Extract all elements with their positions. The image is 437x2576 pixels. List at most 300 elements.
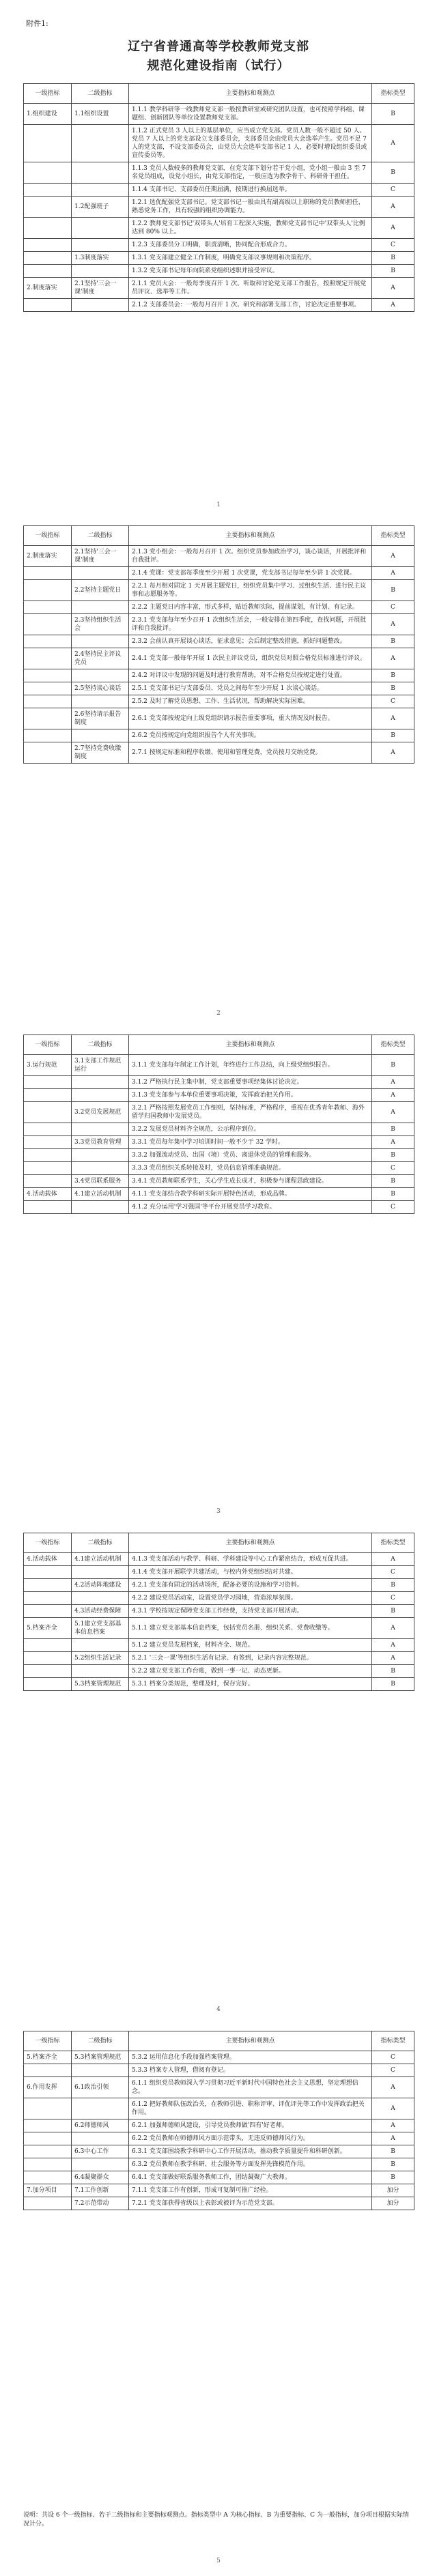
cell-c1 (24, 1149, 72, 1162)
cell-c2 (72, 162, 129, 184)
table-row (24, 648, 414, 669)
table-row (24, 1089, 414, 1102)
column-header: 一级指标 (24, 84, 72, 104)
cell-c2 (72, 635, 129, 648)
cell-c3: 4.1.2 充分运用'学习强国'等平台开展党员学习教育。 (129, 1201, 372, 1214)
cell-c3: 2.1.2 支部委员会：一般每月召开 1 次。研究和部署支部工作，讨论决定重要事项。 (129, 299, 372, 312)
cell-c1 (24, 1592, 72, 1605)
page-number: 5 (216, 2558, 221, 2564)
cell-c3: 1.1.4 支部书记、支部委员任期届满，按期进行换届选举。 (129, 184, 372, 197)
cell-c4: C (372, 1566, 414, 1579)
table-row (24, 184, 414, 197)
cell-c1 (24, 239, 72, 252)
cell-c2: 4.2活动阵地建设 (72, 1579, 129, 1592)
document-subtitle: 规范化建设指南（试行） (147, 59, 290, 73)
table-row (24, 567, 414, 580)
table-row (24, 1123, 414, 1136)
cell-c4: A (372, 299, 414, 312)
cell-c1 (24, 197, 72, 218)
cell-c4: B (372, 729, 414, 742)
cell-c1 (24, 2132, 72, 2145)
cell-c3: 2.1.4 党课：党支部每季度至少开展 1 次党课，党支部书记每年至少讲 1 次党课。 (129, 567, 372, 580)
table-row (24, 1136, 414, 1149)
column-header: 主要指标和观测点 (129, 526, 372, 546)
guide-table-page-4 (23, 1533, 414, 1691)
cell-c1 (24, 682, 72, 695)
cell-c4: A (372, 1136, 414, 1149)
cell-c1 (24, 1136, 72, 1149)
cell-c1 (24, 1639, 72, 1652)
cell-c3: 4.2.2 建设党员活动室，设置党员学习园地，营造浓厚氛围。 (129, 1592, 372, 1605)
cell-c1 (24, 648, 72, 669)
cell-c1 (24, 580, 72, 601)
cell-c3: 3.4.1 党员教师联系学生，关心学生成长成才，积极参与课程思政建设。 (129, 1175, 372, 1188)
table-row (24, 2158, 414, 2171)
column-header: 指标类型 (372, 526, 414, 546)
cell-c4: C (372, 2051, 414, 2064)
table-row (24, 162, 414, 184)
cell-c3: 1.1.2 正式党员 3 人以上的基层单位，应当成立党支部。党员人数一般不超过 50 人。党员 7 人以上的党支部设立支部委员会，支部委员会由党员大会选举产生。党员不足 7 人的党支部，不设支部委员会，由党员大会选举支部书记 1 人，必要时增设组织委员或宣传委员等。 (129, 125, 372, 162)
cell-c2 (72, 1149, 129, 1162)
cell-c1 (24, 1201, 72, 1214)
table-row (24, 299, 414, 312)
table-row (24, 1665, 414, 1678)
cell-c2: 2.1坚持'三会一课'制度 (72, 278, 129, 299)
cell-c4: A (372, 278, 414, 299)
cell-c3: 4.2.1 党支部有固定的活动场所，配备必要的设施和学习资料。 (129, 1579, 372, 1592)
cell-c4: A (372, 218, 414, 239)
column-header: 主要指标和观测点 (129, 1035, 372, 1055)
cell-c3: 1.1.1 教学科研等一线教师党支部一般按教研室或研究团队设置，也可按照学科组、课题组、创新团队等单位设置教师党支部。 (129, 104, 372, 125)
cell-c3: 3.3.1 党员每年集中学习培训时间一般不少于 32 学时。 (129, 1136, 372, 1149)
column-header: 主要指标和观测点 (129, 84, 372, 104)
cell-c4: C (372, 1201, 414, 1214)
table-row (24, 1076, 414, 1089)
cell-c3: 2.1.1 党员大会：一般每季度召开 1 次。听取和讨论党支部工作报告，按照规定开展党员评议、选举等工作。 (129, 278, 372, 299)
cell-c3: 2.3.1 党支部每年至少召开 1 次组织生活会，一般安排在第四季度，查找问题，开展批评和自我批评。 (129, 614, 372, 635)
table-header-row (24, 2031, 414, 2051)
cell-c3: 2.7.1 按规定标准和程序收缴、使用和管理党费，党员按月交纳党费。 (129, 742, 372, 764)
cell-c3: 1.2.2 教师党支部书记'双带头人'培育工程深入实施，教师党支部书记中'双带头人'比例达到 80% 以上。 (129, 218, 372, 239)
cell-c3: 2.6.1 党支部按规定向上级党组织请示报告重要事项，重大情况及时报告。 (129, 708, 372, 729)
guide-table-page-1 (23, 83, 414, 312)
cell-c3: 5.2.2 建立党支部工作台账，做到一事一记、动态更新。 (129, 1665, 372, 1678)
cell-c1 (24, 729, 72, 742)
table-row (24, 1678, 414, 1691)
cell-c3: 2.5.1 党支部书记与支部委员、党员之间每年至少开展 1 次谈心谈话。 (129, 682, 372, 695)
cell-c3: 2.2.2 主题党日内容丰富，形式多样，贴近教师实际，提前谋划，有计划、有记录。 (129, 601, 372, 614)
cell-c2: 3.4党员联系服务 (72, 1175, 129, 1188)
cell-c4: B (372, 1188, 414, 1201)
cell-c2 (72, 1201, 129, 1214)
cell-c1 (24, 184, 72, 197)
cell-c4: C (372, 184, 414, 197)
cell-c2 (72, 601, 129, 614)
cell-c2: 5.3档案管理规范 (72, 1678, 129, 1691)
cell-c2 (72, 2132, 129, 2145)
column-header: 指标类型 (372, 1533, 414, 1553)
column-header: 一级指标 (24, 1533, 72, 1553)
cell-c1 (24, 1652, 72, 1665)
cell-c3: 6.2.1 加强师德师风建设，引导党员教师做'四有'好老师。 (129, 2119, 372, 2132)
table-row (24, 601, 414, 614)
cell-c3: 2.6.2 党员按规定向党组织报告个人有关事项。 (129, 729, 372, 742)
cell-c3: 3.2.1 严格按照发展党员工作细则，坚持标准，严格程序，重视在优秀青年教师、海外留学归国教师中发展党员。 (129, 1102, 372, 1123)
table-row (24, 1605, 414, 1618)
table-row (24, 197, 414, 218)
cell-c4: A (372, 2098, 414, 2119)
cell-c4: B (372, 104, 414, 125)
table-row (24, 695, 414, 708)
guide-table-page-3 (23, 1034, 414, 1214)
cell-c2 (72, 695, 129, 708)
table-row (24, 2098, 414, 2119)
table-row (24, 1055, 414, 1076)
column-header: 主要指标和观测点 (129, 1533, 372, 1553)
table-row (24, 239, 414, 252)
cell-c1: 6.作用发挥 (24, 2077, 72, 2098)
cell-c3: 3.1.2 严格执行民主集中制，党支部重要事项经集体讨论决定。 (129, 1076, 372, 1089)
cell-c1 (24, 1162, 72, 1175)
cell-c3: 1.1.3 党员人数较多的教师党支部，在党支部下划分若干党小组，党小组一般由 3 至 7 名党员组成，设党小组长，由党支部指定，一般应选为教学骨干、科研骨干担任。 (129, 162, 372, 184)
cell-c2 (72, 669, 129, 682)
cell-c1 (24, 2119, 72, 2132)
cell-c4: A (372, 1102, 414, 1123)
cell-c3: 2.5.2 及时了解党员思想、工作、生活状况，帮助解决实际困难。 (129, 695, 372, 708)
cell-c2: 3.2党员发展规范 (72, 1102, 129, 1123)
cell-c3: 6.1.1 组织党员教师深入学习贯彻习近平新时代中国特色社会主义思想，坚定理想信念。 (129, 2077, 372, 2098)
cell-c1: 4.活动载体 (24, 1553, 72, 1566)
cell-c2: 6.4凝聚群众 (72, 2171, 129, 2184)
cell-c2: 5.3档案管理规范 (72, 2051, 129, 2064)
cell-c2: 2.7坚持党费收缴制度 (72, 742, 129, 764)
cell-c3: 3.2.2 发展党员材料齐全规范，公示程序到位。 (129, 1123, 372, 1136)
cell-c1: 2.制度落实 (24, 278, 72, 299)
table-header-row (24, 1533, 414, 1553)
table-row (24, 1201, 414, 1214)
column-header: 指标类型 (372, 1035, 414, 1055)
cell-c2 (72, 2158, 129, 2171)
cell-c3: 2.4.1 党支部一般每年开展 1 次民主评议党员，组织党员对照合格党员标准进行评议。 (129, 648, 372, 669)
cell-c3: 6.4.1 党支部做好联系服务教师工作，团结凝聚广大教师。 (129, 2171, 372, 2184)
cell-c4: A (372, 648, 414, 669)
cell-c3: 4.1.4 党支部开展联学共建活动，与校内外党组织结对共建。 (129, 1566, 372, 1579)
table-row (24, 1592, 414, 1605)
cell-c2 (72, 1089, 129, 1102)
guide-table-page-5 (23, 2031, 414, 2210)
cell-c3: 3.1.3 党支部参与本单位重要事项决策，发挥政治把关作用。 (129, 1089, 372, 1102)
cell-c4: A (372, 567, 414, 580)
cell-c1 (24, 1102, 72, 1123)
page-number: 4 (216, 2006, 221, 2013)
column-header: 二级指标 (72, 1533, 129, 1553)
column-header: 主要指标和观测点 (129, 2031, 372, 2051)
table-row (24, 669, 414, 682)
cell-c2: 7.1工作创新 (72, 2184, 129, 2197)
table-row (24, 104, 414, 125)
cell-c1 (24, 2145, 72, 2158)
cell-c1 (24, 1089, 72, 1102)
cell-c4: 加分 (372, 2197, 414, 2210)
cell-c1 (24, 1175, 72, 1188)
cell-c1 (24, 1076, 72, 1089)
cell-c1 (24, 601, 72, 614)
cell-c2 (72, 1592, 129, 1605)
cell-c3: 5.3.3 档案专人管理，借阅有登记。 (129, 2064, 372, 2077)
cell-c4: B (372, 682, 414, 695)
cell-c1 (24, 1566, 72, 1579)
table-header-row (24, 84, 414, 104)
cell-c1 (24, 299, 72, 312)
cell-c4: A (372, 614, 414, 635)
cell-c2: 4.1建立活动机制 (72, 1553, 129, 1566)
cell-c3: 4.1.1 党支部结合教学科研实际开展特色活动，形成品牌。 (129, 1188, 372, 1201)
table-row (24, 1579, 414, 1592)
cell-c3: 4.3.1 学校按规定保障党支部工作经费，支持党支部开展活动。 (129, 1605, 372, 1618)
table-row (24, 1618, 414, 1639)
cell-c4: A (372, 1618, 414, 1639)
table-row (24, 1188, 414, 1201)
cell-c4: B (372, 669, 414, 682)
cell-c1 (24, 742, 72, 764)
cell-c4: B (372, 1123, 414, 1136)
document-title: 辽宁省普通高等学校教师党支部 (128, 40, 309, 54)
table-row (24, 1553, 414, 1566)
cell-c4: B (372, 635, 414, 648)
table-row (24, 682, 414, 695)
cell-c4: B (372, 1055, 414, 1076)
cell-c1 (24, 635, 72, 648)
cell-c1 (24, 1665, 72, 1678)
cell-c1 (24, 1123, 72, 1136)
column-header: 一级指标 (24, 2031, 72, 2051)
cell-c4: B (372, 1149, 414, 1162)
table-row (24, 546, 414, 567)
table-row (24, 2051, 414, 2064)
cell-c2: 5.1建立党支部基本信息档案 (72, 1618, 129, 1639)
cell-c4: A (372, 2119, 414, 2132)
cell-c1: 7.加分项目 (24, 2184, 72, 2197)
page-number: 3 (216, 1508, 221, 1515)
cell-c3: 1.3.2 党支部书记每年向院系党组织述职并接受评议。 (129, 265, 372, 278)
cell-c4: B (372, 1665, 414, 1678)
cell-c4: B (372, 252, 414, 265)
cell-c2: 5.2组织生活记录 (72, 1652, 129, 1665)
cell-c4: A (372, 1089, 414, 1102)
cell-c2: 1.2配强班子 (72, 197, 129, 218)
cell-c3: 5.2.1 '三会一课'等组织生活有记录、有签到，记录内容完整规范。 (129, 1652, 372, 1665)
cell-c4: A (372, 197, 414, 218)
cell-c4: B (372, 1678, 414, 1691)
cell-c2 (72, 265, 129, 278)
cell-c3: 5.3.1 档案分类规范，整理及时，保存完好。 (129, 1678, 372, 1691)
table-row (24, 218, 414, 239)
table-row (24, 1162, 414, 1175)
table-row (24, 2184, 414, 2197)
cell-c1 (24, 265, 72, 278)
cell-c4: C (372, 1592, 414, 1605)
cell-c1 (24, 1678, 72, 1691)
cell-c4: A (372, 1652, 414, 1665)
cell-c2 (72, 1639, 129, 1652)
cell-c2 (72, 1162, 129, 1175)
table-header-row (24, 1035, 414, 1055)
cell-c1: 4.活动载体 (24, 1188, 72, 1201)
table-row (24, 1652, 414, 1665)
cell-c1 (24, 162, 72, 184)
cell-c2 (72, 239, 129, 252)
cell-c4: C (372, 695, 414, 708)
column-header: 一级指标 (24, 526, 72, 546)
cell-c3: 3.3.2 加强流动党员、出国（境）党员、离退休党员的管理和服务。 (129, 1149, 372, 1162)
cell-c4: B (372, 2171, 414, 2184)
column-header: 二级指标 (72, 84, 129, 104)
table-row (24, 1102, 414, 1123)
cell-c3: 4.1.3 党支部活动与教学、科研、学科建设等中心工作紧密结合，形成互促共进。 (129, 1553, 372, 1566)
cell-c2: 3.3党员教育管理 (72, 1136, 129, 1149)
column-header: 二级指标 (72, 2031, 129, 2051)
cell-c4: A (372, 742, 414, 764)
cell-c4: B (372, 1579, 414, 1592)
table-row (24, 1175, 414, 1188)
cell-c1 (24, 2064, 72, 2077)
cell-c2: 2.5坚持谈心谈话 (72, 682, 129, 695)
cell-c3: 3.3.3 党员组织关系转接及时，党员信息管理准确规范。 (129, 1162, 372, 1175)
cell-c4: A (372, 125, 414, 162)
table-row (24, 1149, 414, 1162)
table-row (24, 742, 414, 764)
cell-c3: 6.2.2 党员教师在师德师风方面示范带头，无违反师德师风行为。 (129, 2132, 372, 2145)
cell-c1 (24, 695, 72, 708)
cell-c1: 5.档案齐全 (24, 1618, 72, 1639)
cell-c2 (72, 729, 129, 742)
cell-c2 (72, 218, 129, 239)
cell-c1: 5.档案齐全 (24, 2051, 72, 2064)
table-row (24, 125, 414, 162)
cell-c3: 2.1.3 党小组会：一般每月召开 1 次。组织党员参加政治学习，谈心谈话，开展批评和自我批评。 (129, 546, 372, 567)
cell-c4: B (372, 265, 414, 278)
cell-c3: 2.3.2 会前认真开展谈心谈话，征求意见；会后制定整改措施，抓好问题整改。 (129, 635, 372, 648)
cell-c1 (24, 708, 72, 729)
cell-c3: 3.1.1 党支部每年制定工作计划，年终进行工作总结，向上级党组织报告。 (129, 1055, 372, 1076)
cell-c1 (24, 2171, 72, 2184)
cell-c3: 1.2.1 选优配强党支部书记。党支部书记一般由具有副高级以上职称的党员教师担任，熟悉党务工作，具有较强的组织协调能力。 (129, 197, 372, 218)
cell-c1 (24, 218, 72, 239)
cell-c2 (72, 184, 129, 197)
column-header: 二级指标 (72, 526, 129, 546)
cell-c3: 2.4.2 对评议中发现的问题及时进行教育帮助，对不合格党员按规定进行处置。 (129, 669, 372, 682)
table-row (24, 614, 414, 635)
table-row (24, 2171, 414, 2184)
cell-c2: 2.4坚持民主评议党员 (72, 648, 129, 669)
cell-c1 (24, 614, 72, 635)
cell-c4: C (372, 601, 414, 614)
table-row (24, 2145, 414, 2158)
cell-c4: B (372, 2145, 414, 2158)
cell-c1 (24, 669, 72, 682)
cell-c4: C (372, 2064, 414, 2077)
cell-c2 (72, 299, 129, 312)
cell-c2 (72, 125, 129, 162)
cell-c2 (72, 2064, 129, 2077)
cell-c3: 5.1.2 建立党员发展档案，材料齐全、规范。 (129, 1639, 372, 1652)
cell-c3: 7.2.1 党支部获得省级以上表彰或被评为示范党支部。 (129, 2197, 372, 2210)
cell-c1: 2.制度落实 (24, 546, 72, 567)
table-row (24, 278, 414, 299)
cell-c2: 1.1组织设置 (72, 104, 129, 125)
cell-c2: 6.1政治引领 (72, 2077, 129, 2098)
cell-c4: B (372, 162, 414, 184)
table-row (24, 1566, 414, 1579)
cell-c4: A (372, 1553, 414, 1566)
cell-c1 (24, 2197, 72, 2210)
table-row (24, 729, 414, 742)
cell-c2 (72, 2098, 129, 2119)
cell-c4: A (372, 2132, 414, 2145)
cell-c2 (72, 1665, 129, 1678)
cell-c2: 6.3中心工作 (72, 2145, 129, 2158)
cell-c1 (24, 125, 72, 162)
column-header: 一级指标 (24, 1035, 72, 1055)
cell-c4: 加分 (372, 2184, 414, 2197)
cell-c4: A (372, 1076, 414, 1089)
cell-c3: 1.2.3 支部委员分工明确，职责清晰，协同配合形成合力。 (129, 239, 372, 252)
cell-c3: 6.3.2 党员教师在教学科研、社会服务等方面发挥先锋模范作用。 (129, 2158, 372, 2171)
cell-c2: 2.3坚持组织生活会 (72, 614, 129, 635)
table-row (24, 2132, 414, 2145)
table-row (24, 580, 414, 601)
table-row (24, 2119, 414, 2132)
cell-c2: 2.2坚持主题党日 (72, 580, 129, 601)
page-number: 1 (216, 502, 221, 508)
cell-c4: B (372, 1175, 414, 1188)
page-number: 2 (216, 1010, 221, 1017)
cell-c2 (72, 567, 129, 580)
table-row (24, 252, 414, 265)
cell-c2 (72, 1566, 129, 1579)
cell-c4: A (372, 708, 414, 729)
cell-c2: 1.3制度落实 (72, 252, 129, 265)
cell-c2 (72, 1076, 129, 1089)
cell-c3: 6.1.2 把好教师队伍政治关，在教师引进、职称评审、评优评先等工作中发挥政治把关作用。 (129, 2098, 372, 2119)
table-row (24, 2064, 414, 2077)
cell-c4: B (372, 1605, 414, 1618)
table-row (24, 635, 414, 648)
cell-c4: A (372, 1639, 414, 1652)
cell-c4: A (372, 546, 414, 567)
cell-c2: 2.1坚持'三会一课'制度 (72, 546, 129, 567)
cell-c4: B (372, 2158, 414, 2171)
cell-c4: B (372, 580, 414, 601)
cell-c3: 6.3.1 党支部围绕教学科研中心工作开展活动，推动教学质量提升和科研创新。 (129, 2145, 372, 2158)
cell-c2: 2.6坚持请示报告制度 (72, 708, 129, 729)
cell-c3: 1.3.1 党支部建立健全工作制度，明确党支部议事规则和决策程序。 (129, 252, 372, 265)
cell-c3: 5.3.2 运用信息化手段加强档案管理。 (129, 2051, 372, 2064)
cell-c2: 4.1建立活动机制 (72, 1188, 129, 1201)
table-row (24, 2197, 414, 2210)
cell-c1: 3.运行规范 (24, 1055, 72, 1076)
cell-c2 (72, 1123, 129, 1136)
cell-c1 (24, 252, 72, 265)
table-row (24, 708, 414, 729)
column-header: 二级指标 (72, 1035, 129, 1055)
table-row (24, 1639, 414, 1652)
cell-c1 (24, 1579, 72, 1592)
cell-c3: 5.1.1 建立党支部基本信息档案，包括党员名册、组织关系、党费收缴等。 (129, 1618, 372, 1639)
attachment-label: 附件1: (26, 19, 48, 28)
cell-c2: 4.3活动经费保障 (72, 1605, 129, 1618)
cell-c1 (24, 2158, 72, 2171)
